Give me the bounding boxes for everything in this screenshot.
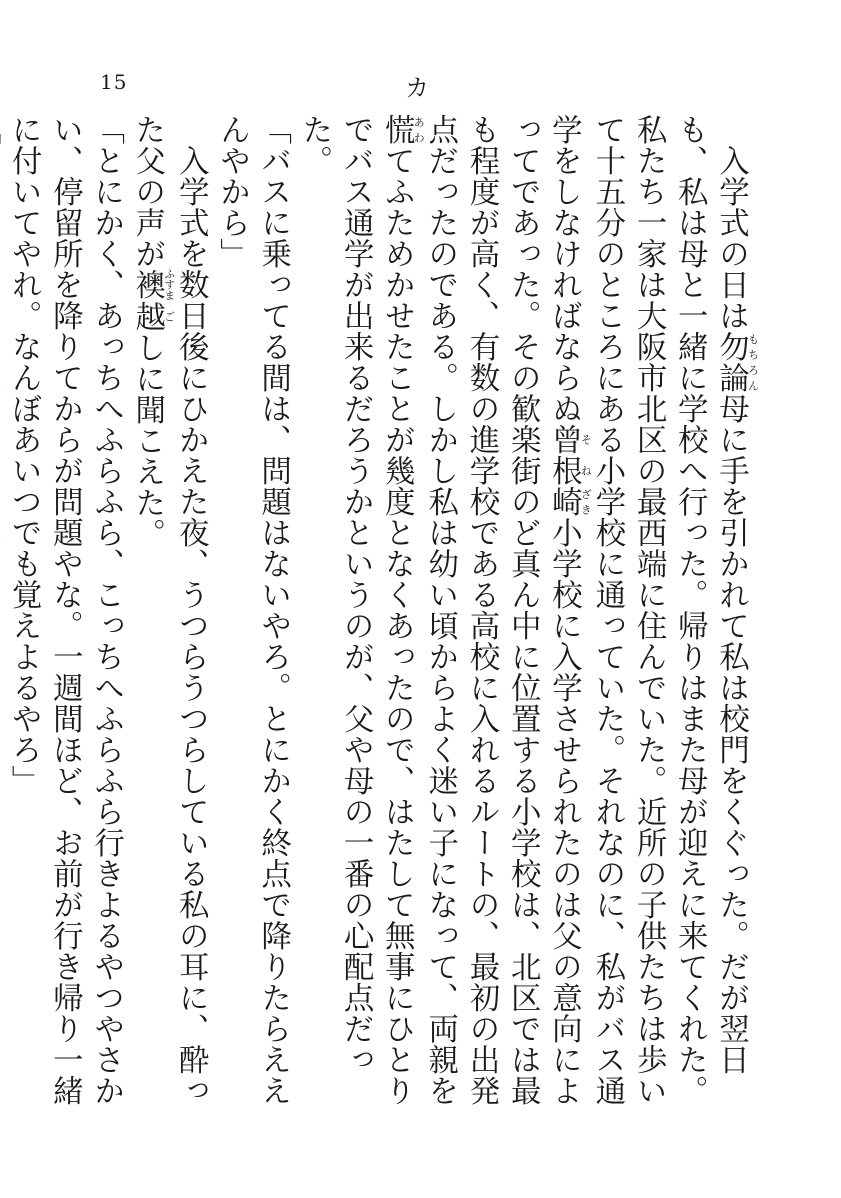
ruby-reading: ね — [579, 455, 593, 486]
ruby-mochiron — [713, 330, 760, 393]
ruby-fusuma — [129, 268, 176, 301]
chapter-title: カ — [405, 74, 429, 102]
paragraph-3 — [127, 114, 212, 1124]
text-run: 入学式の日は — [713, 144, 749, 331]
ruby-base: 崎 — [546, 486, 582, 517]
ruby-base: 慌 — [379, 114, 415, 145]
ruby-reading: ざき — [579, 486, 593, 517]
page-number: 15 — [100, 70, 128, 94]
ruby-base: 越 — [129, 301, 165, 332]
text-run: てふためかせたことが幾度となくあったので、はたして無事にひとりでバス通学が出来るだろうかというのが、父や母の一番の心配点だった。 — [296, 114, 415, 1106]
text-run: しに聞こえた。 — [129, 332, 165, 549]
paragraph-4: 「とにかく、あっちへふらふら、こっちへふらふら行きよるやつやさかい、停留所を降りてからが問題やな。一週間ほど、お前が行き帰り一緒に付いてやれ。なんぼあいつでも覚えよるやろ」 — [6, 114, 124, 1106]
ruby-reading: そ — [579, 424, 593, 455]
text-run: 小学校に入学させられたのは父の意向によってであった。その歓楽街のど真ん中に位置する小学校は、北区では最も程度が高く、有数の進学校である高校に入れるルートの、最初の出発点だったのである。しかし私は幼い頃からよく迷い子になって、両親を — [422, 114, 582, 1106]
paragraph-1 — [294, 114, 759, 1124]
text-run: 入学式を数日後にひかえた夜、うつらうつらしている私の耳に、酔った父の声が — [129, 114, 209, 1106]
ruby-so — [546, 424, 593, 455]
ruby-base: 曾 — [546, 424, 582, 455]
paragraph-5 — [0, 114, 3, 1124]
ruby-base: 勿論 — [713, 330, 749, 393]
ruby-reading: ふすま — [162, 268, 176, 301]
ruby-awa — [379, 114, 426, 145]
ruby-base: 襖 — [129, 268, 165, 301]
text-run: 母に手を引かれて私は校門をくぐった。だが翌日も、私は母と一緒に学校へ行った。帰りはまた母が迎えに来てくれた。私たち一家は大阪市北区の最西端に住んでいた。近所の子供たちは歩いて十五分のところにある小学校に通っていた。それなのに、私がバス通学をしなければならぬ — [546, 114, 749, 1106]
ruby-zaki — [546, 486, 593, 517]
body-text — [6, 114, 760, 1124]
ruby-reading: もちろん — [746, 330, 760, 393]
ruby-ne — [546, 455, 593, 486]
ruby-reading: あわ — [412, 114, 426, 145]
ruby-base: 根 — [546, 455, 582, 486]
ruby-reading: ご — [162, 301, 176, 332]
paragraph-2: 「バスに乗ってる間は、問題はないやろ。とにかく終点で降りたらええんやから」 — [214, 114, 291, 1106]
ruby-go — [129, 301, 176, 332]
